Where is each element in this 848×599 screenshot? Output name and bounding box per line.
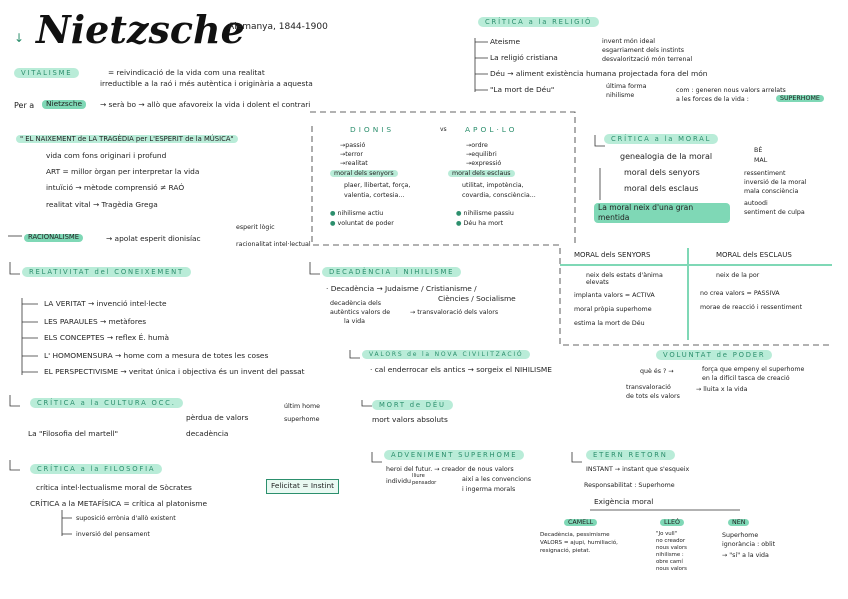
filosofia-martell: La "Filosofia del martell" (28, 429, 119, 438)
esclaus-item: mala consciència (744, 188, 799, 195)
decadencia-line: → transvaloració dels valors (410, 309, 499, 316)
lleo-line: no creador (656, 538, 686, 544)
relativitat-item: LA VERITAT → invenció intel·lecte (44, 299, 167, 308)
arrow-down-icon: ↓ (14, 31, 25, 45)
genealogia-label: genealogia de la moral (620, 152, 713, 161)
apollo-item: →equilibri (466, 151, 497, 158)
racionalisme-branch: racionalitat intel·lectual (236, 241, 311, 248)
nietzsche-tag: Nietzsche (42, 100, 86, 109)
religio-item: Ateisme (490, 37, 521, 46)
voluntat-t: de tots els valors (626, 393, 680, 400)
decadencia-line: · Decadència → Judaisme / Cristianisme / (326, 284, 477, 293)
esclaus-desc: covardia, consciència... (462, 192, 536, 199)
vitalisme-line-post: → serà bo → allò que afavoreix la vida i dolent el contrari (100, 100, 311, 109)
cristiana-sub: desvalorització món terrenal (602, 56, 693, 63)
decadencia-title: DECADÈNCIA i NIHILISME (322, 267, 461, 277)
be-label: BÉ (754, 147, 763, 154)
cultura-title: CRÍTICA a la CULTURA OCC. (30, 398, 183, 408)
page-title: Nietzsche (36, 7, 245, 52)
relativitat-item: EL PERSPECTIVISME → veritat única i objectiva és un invent del passat (44, 367, 305, 376)
cultura-sub: últim home (284, 403, 320, 410)
filosofia-line: CRÍTICA a la METAFÍSICA = crítica al platonisme (30, 499, 208, 508)
dionis-bullet: ● voluntat de poder (330, 220, 394, 227)
superhome-line: individu (386, 478, 411, 485)
nen-tag: NEN (728, 519, 749, 526)
naixement-item: ART = millor òrgan per interpretar la vida (46, 167, 200, 176)
religio-item: "La mort de Déu" (490, 85, 555, 94)
lleo-line: nous valors (656, 545, 687, 551)
voluntat-a: força que empeny el superhome (702, 366, 805, 373)
mal-label: MAL (754, 157, 768, 164)
nen-line: Superhome (722, 532, 759, 539)
table-right-item: no crea valors = PASSIVA (700, 290, 780, 297)
dionis-bullet: ● nihilisme actiu (330, 210, 384, 217)
voluntat-a: en la difícil tasca de creació (702, 375, 790, 382)
lleo-line: "Jo vull" (656, 531, 678, 537)
apollo-item: →expressió (466, 160, 502, 167)
dionis-item: →terror (340, 151, 363, 158)
decadencia-line: decadència dels (330, 300, 382, 307)
superhome-line: així a les convencions (462, 476, 532, 483)
table-left-item: moral pròpia superhome (574, 306, 652, 313)
superhome-line: lliure (412, 473, 425, 479)
naixement-item: realitat vital → Tragèdia Grega (46, 200, 158, 209)
esclaus-item: sentiment de culpa (744, 209, 805, 216)
naixement-item: intuïció → mètode comprensió ≠ RAÓ (46, 183, 185, 192)
moral-senyors: moral dels senyors (624, 168, 700, 177)
mort-sub: nihilisme (606, 92, 635, 99)
moral-esclaus: moral dels esclaus (624, 184, 699, 193)
filosofia-line: crítica intel·lectualisme moral de Sòcrates (36, 483, 192, 492)
relativitat-item: ELS CONCEPTES → reflex É. humà (44, 333, 170, 342)
lleo-line: nous valors (656, 566, 687, 572)
esclaus-item: inversió de la moral (744, 179, 807, 186)
moral-neix: La moral neix d'una gran mentida (594, 203, 730, 223)
apollo-item: →ordre (466, 142, 488, 149)
cristiana-sub: invent món ideal (602, 38, 656, 45)
nova-title: VALORS de la NOVA CIVILITZACIÓ (362, 350, 530, 359)
apollo-bullet: ● Déu ha mort (456, 220, 504, 227)
naixement-title: " EL NAIXEMENT de LA TRAGÈDIA per L'ESPERIT de la MÚSICA" (16, 136, 238, 144)
cultura-sub: superhome (284, 416, 320, 423)
etern-title: ETERN RETORN (586, 450, 675, 460)
cultura-branch: decadència (186, 429, 229, 438)
superhome-tag: SUPERHOME (776, 95, 824, 102)
nen-line: ignorància : oblit (722, 541, 776, 548)
voluntat-q: què és ? → (640, 368, 674, 375)
nova-text: · cal enderrocar els antics → sorgeix el NIHILISME (370, 365, 552, 374)
nen-line: → "sí" a la vida (722, 552, 769, 559)
moral-senyors-tag: moral dels senyors (330, 170, 398, 177)
etern-line: INSTANT → instant que s'esqueix (586, 466, 690, 473)
mort-deu-text: mort valors absoluts (372, 415, 448, 424)
table-left-item: estima la mort de Déu (574, 320, 645, 327)
lleo-tag: LLEÓ (660, 519, 684, 526)
voluntat-title: VOLUNTAT de PODER (656, 350, 772, 360)
senyors-desc: valentia, cortesia... (344, 192, 405, 199)
senyors-desc: plaer, llibertat, força, (344, 182, 411, 189)
table-left-item: neix dels estats d'ànima elevats (586, 272, 663, 287)
apollo-head: APOL·LO (465, 125, 518, 134)
table-head-senyors: MORAL dels SENYORS (574, 251, 651, 259)
voluntat-t: transvaloració (626, 384, 671, 391)
filosofia-line: suposició errònia d'allò existent (76, 515, 176, 522)
moral-title: CRÍTICA a la MORAL (604, 134, 718, 144)
cultura-branch: pèrdua de valors (186, 413, 249, 422)
superhome-line: heroi del futur. → creador de nous valors (386, 466, 514, 473)
religio-title: CRÍTICA a la RELIGIÓ (478, 17, 599, 27)
racionalisme-label: RACIONALISME (24, 234, 83, 242)
voluntat-t: → lluita x la vida (696, 386, 748, 393)
cristiana-sub: esgarriament dels instints (602, 47, 685, 54)
dionis-item: →realitat (340, 160, 368, 167)
camell-line: resignació, pietat. (540, 548, 591, 554)
mort-deu-title: MORT de DÉU (372, 400, 453, 410)
religio-item: Déu → aliment existència humana projectada fora del món (490, 69, 708, 78)
vitalisme-def1: = reivindicació de la vida com una realitat (108, 68, 265, 77)
camell-line: Decadència, pessimisme (540, 532, 610, 538)
table-head-esclaus: MORAL dels ESCLAUS (716, 251, 792, 259)
racionalisme-branch: esperit lògic (236, 224, 275, 231)
vs-label: vs (440, 126, 447, 133)
relativitat-title: RELATIVITAT del CONEIXEMENT (22, 267, 191, 277)
naixement-item: vida com fons originari i profund (46, 151, 167, 160)
lleo-line: nihilisme : (656, 552, 684, 558)
esclaus-item: ressentiment (744, 170, 786, 177)
table-left-item: implanta valors = ACTIVA (574, 292, 655, 299)
dionis-item: →passió (340, 142, 366, 149)
mort-note: com : generen nous valors arrelats (676, 87, 786, 94)
vitalisme-label: VITALISME (14, 68, 79, 78)
table-right-item: neix de la por (716, 272, 760, 279)
table-right-item: morae de reacció i ressentiment (700, 304, 803, 311)
religio-item: La religió cristiana (490, 53, 558, 62)
decadencia-line: la vida (344, 318, 365, 325)
page-subtitle: Alemanya, 1844-1900 (228, 22, 328, 32)
dionis-head: DIONIS (350, 125, 395, 134)
camell-tag: CAMELL (564, 519, 597, 526)
decadencia-line: autèntics valors de (330, 309, 391, 316)
decadencia-line: Ciències / Socialisme (438, 294, 516, 303)
superhome-title: ADVENIMENT SUPERHOME (384, 450, 524, 460)
camell-line: VALORS = ajupi, humiliació, (540, 540, 618, 546)
filosofia-line: inversió del pensament (76, 531, 150, 538)
relativitat-item: LES PARAULES → metàfores (44, 317, 147, 326)
apollo-bullet: ● nihilisme passiu (456, 210, 514, 217)
mort-sub: última forma (606, 83, 647, 90)
superhome-line: pensador (412, 480, 437, 486)
vitalisme-line-pre: Per a (14, 101, 35, 110)
mort-note: a les forces de la vida : (676, 96, 749, 103)
etern-line: Exigència moral (594, 497, 654, 506)
esclaus-desc: utilitat, impotència, (462, 182, 524, 189)
vitalisme-def2: irreductible a la raó i més autèntica i originària a aquesta (100, 79, 313, 88)
esclaus-item: autoodi (744, 200, 768, 207)
superhome-line: i ingerma morals (462, 486, 516, 493)
felicitat-box: Felicitat = Instint (266, 479, 339, 494)
moral-esclaus-tag: moral dels esclaus (448, 170, 515, 177)
racionalisme-mid: → apolat esperit dionisíac (106, 234, 201, 243)
etern-line: Responsabilitat : Superhome (584, 482, 675, 489)
relativitat-item: L' HOMOMENSURA → home com a mesura de totes les coses (44, 351, 269, 360)
lleo-line: obre camí (656, 559, 683, 565)
filosofia-title: CRÍTICA a la FILOSOFIA (30, 464, 162, 474)
